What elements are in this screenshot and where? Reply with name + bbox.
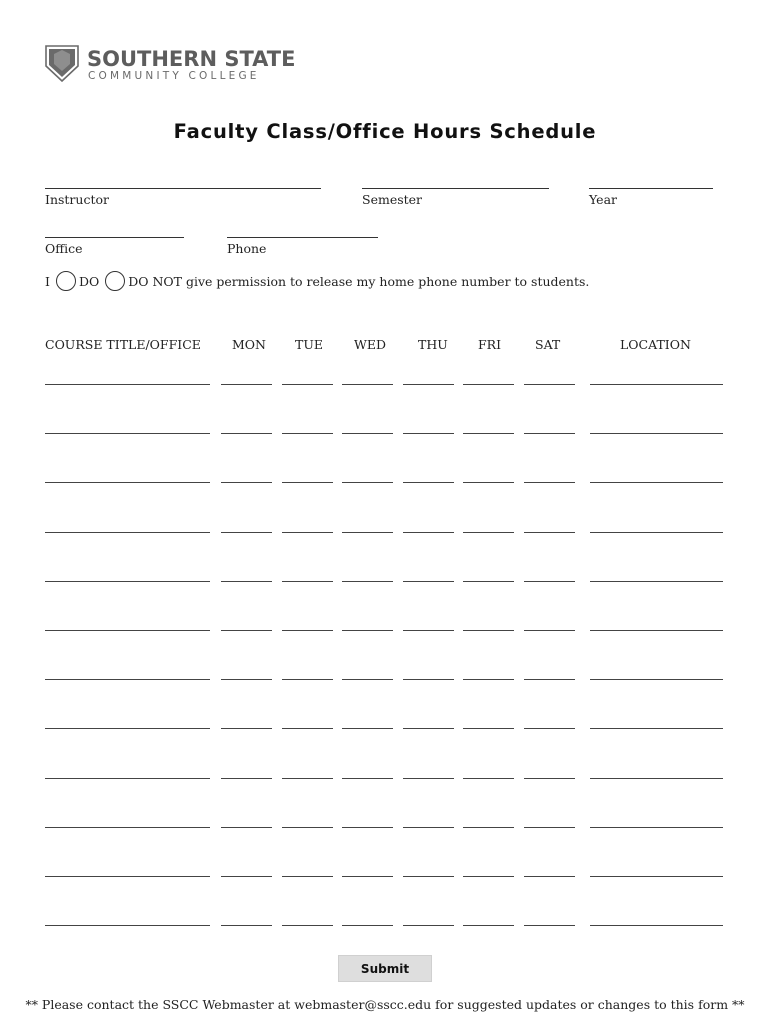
- schedule-row: [0, 384, 770, 394]
- tue-field[interactable]: [282, 778, 333, 779]
- wed-field[interactable]: [342, 925, 393, 926]
- semester-field[interactable]: [362, 188, 549, 189]
- fri-field[interactable]: [463, 433, 514, 434]
- schedule-row: [0, 532, 770, 542]
- logo-subtitle: COMMUNITY COLLEGE: [88, 70, 260, 82]
- tue-field[interactable]: [282, 581, 333, 582]
- mon-field[interactable]: [221, 728, 272, 729]
- sat-field[interactable]: [524, 482, 575, 483]
- thu-field[interactable]: [403, 433, 454, 434]
- tue-field[interactable]: [282, 482, 333, 483]
- schedule-row: [0, 433, 770, 443]
- mon-field[interactable]: [221, 482, 272, 483]
- schedule-row: [0, 581, 770, 591]
- location-field[interactable]: [590, 433, 723, 434]
- sat-field[interactable]: [524, 778, 575, 779]
- permission-prefix: I: [45, 273, 50, 289]
- college-logo: [45, 44, 296, 86]
- thu-field[interactable]: [403, 581, 454, 582]
- header-sat: SAT: [535, 337, 561, 352]
- schedule-row: [0, 925, 770, 935]
- tue-field[interactable]: [282, 630, 333, 631]
- location-field[interactable]: [590, 827, 723, 828]
- phone-field[interactable]: [227, 237, 378, 238]
- location-field[interactable]: [590, 532, 723, 533]
- schedule-row: [0, 630, 770, 640]
- course-title-field[interactable]: [45, 876, 210, 877]
- thu-field[interactable]: [403, 384, 454, 385]
- schedule-row: [0, 827, 770, 837]
- sat-field[interactable]: [524, 630, 575, 631]
- location-field[interactable]: [590, 581, 723, 582]
- instructor-field[interactable]: [45, 188, 321, 189]
- course-title-field[interactable]: [45, 532, 210, 533]
- schedule-row: [0, 778, 770, 788]
- course-title-field[interactable]: [45, 630, 210, 631]
- location-field[interactable]: [590, 384, 723, 385]
- fri-field[interactable]: [463, 827, 514, 828]
- permission-statement: [45, 268, 589, 294]
- course-title-field[interactable]: [45, 778, 210, 779]
- fri-field[interactable]: [463, 778, 514, 779]
- thu-field[interactable]: [403, 876, 454, 877]
- course-title-field[interactable]: [45, 827, 210, 828]
- schedule-row: [0, 482, 770, 492]
- wed-field[interactable]: [342, 876, 393, 877]
- tue-field[interactable]: [282, 728, 333, 729]
- wed-field[interactable]: [342, 679, 393, 680]
- sat-field[interactable]: [524, 876, 575, 877]
- fri-field[interactable]: [463, 925, 514, 926]
- tue-field[interactable]: [282, 433, 333, 434]
- fri-field[interactable]: [463, 876, 514, 877]
- sat-field[interactable]: [524, 827, 575, 828]
- fri-field[interactable]: [463, 581, 514, 582]
- header-tue: TUE: [295, 337, 323, 352]
- location-field[interactable]: [590, 876, 723, 877]
- shield-logo-icon: [45, 44, 79, 82]
- mon-field[interactable]: [221, 778, 272, 779]
- mon-field[interactable]: [221, 433, 272, 434]
- sat-field[interactable]: [524, 925, 575, 926]
- logo-name: SOUTHERN STATE: [87, 47, 296, 71]
- location-field[interactable]: [590, 630, 723, 631]
- tue-field[interactable]: [282, 532, 333, 533]
- course-title-field[interactable]: [45, 728, 210, 729]
- office-label: Office: [45, 241, 83, 256]
- course-title-field[interactable]: [45, 482, 210, 483]
- header-mon: MON: [232, 337, 266, 352]
- thu-field[interactable]: [403, 482, 454, 483]
- sat-field[interactable]: [524, 433, 575, 434]
- header-course-title: COURSE TITLE/OFFICE: [45, 337, 201, 352]
- thu-field[interactable]: [403, 728, 454, 729]
- do-label: DO: [78, 273, 100, 289]
- header-wed: WED: [354, 337, 386, 352]
- office-field[interactable]: [45, 237, 184, 238]
- wed-field[interactable]: [342, 630, 393, 631]
- sat-field[interactable]: [524, 384, 575, 385]
- submit-button[interactable]: Submit: [338, 955, 432, 982]
- tue-field[interactable]: [282, 876, 333, 877]
- mon-field[interactable]: [221, 679, 272, 680]
- year-label: Year: [589, 192, 617, 207]
- tue-field[interactable]: [282, 827, 333, 828]
- header-location: LOCATION: [620, 337, 691, 352]
- course-title-field[interactable]: [45, 925, 210, 926]
- thu-field[interactable]: [403, 925, 454, 926]
- tue-field[interactable]: [282, 384, 333, 385]
- wed-field[interactable]: [342, 384, 393, 385]
- wed-field[interactable]: [342, 581, 393, 582]
- mon-field[interactable]: [221, 384, 272, 385]
- fri-field[interactable]: [463, 728, 514, 729]
- wed-field[interactable]: [342, 778, 393, 779]
- sat-field[interactable]: [524, 728, 575, 729]
- location-field[interactable]: [590, 728, 723, 729]
- location-field[interactable]: [590, 778, 723, 779]
- mon-field[interactable]: [221, 827, 272, 828]
- mon-field[interactable]: [221, 876, 272, 877]
- thu-field[interactable]: [403, 827, 454, 828]
- mon-field[interactable]: [221, 630, 272, 631]
- wed-field[interactable]: [342, 482, 393, 483]
- thu-field[interactable]: [403, 679, 454, 680]
- sat-field[interactable]: [524, 581, 575, 582]
- header-thu: THU: [418, 337, 448, 352]
- fri-field[interactable]: [463, 482, 514, 483]
- thu-field[interactable]: [403, 532, 454, 533]
- fri-field[interactable]: [463, 384, 514, 385]
- course-title-field[interactable]: [45, 679, 210, 680]
- wed-field[interactable]: [342, 827, 393, 828]
- schedule-row: [0, 876, 770, 886]
- do-not-label: DO NOT give permission to release my home phone number to students.: [128, 273, 590, 289]
- do-not-radio[interactable]: [105, 271, 125, 291]
- do-radio[interactable]: [56, 271, 76, 291]
- tue-field[interactable]: [282, 925, 333, 926]
- sat-field[interactable]: [524, 679, 575, 680]
- mon-field[interactable]: [221, 532, 272, 533]
- location-field[interactable]: [590, 482, 723, 483]
- wed-field[interactable]: [342, 433, 393, 434]
- thu-field[interactable]: [403, 778, 454, 779]
- sat-field[interactable]: [524, 532, 575, 533]
- course-title-field[interactable]: [45, 433, 210, 434]
- schedule-row: [0, 679, 770, 689]
- course-title-field[interactable]: [45, 384, 210, 385]
- course-title-field[interactable]: [45, 581, 210, 582]
- mon-field[interactable]: [221, 581, 272, 582]
- wed-field[interactable]: [342, 532, 393, 533]
- fri-field[interactable]: [463, 630, 514, 631]
- semester-label: Semester: [362, 192, 423, 207]
- footer-note: ** Please contact the SSCC Webmaster at webmaster@sscc.edu for suggested updates or changes to this form **: [25, 997, 745, 1012]
- phone-label: Phone: [227, 241, 267, 256]
- fri-field[interactable]: [463, 679, 514, 680]
- fri-field[interactable]: [463, 532, 514, 533]
- location-field[interactable]: [590, 679, 723, 680]
- mon-field[interactable]: [221, 925, 272, 926]
- instructor-label: Instructor: [45, 192, 109, 207]
- location-field[interactable]: [590, 925, 723, 926]
- header-fri: FRI: [478, 337, 502, 352]
- page-title: Faculty Class/Office Hours Schedule: [173, 120, 597, 143]
- tue-field[interactable]: [282, 679, 333, 680]
- schedule-row: [0, 728, 770, 738]
- wed-field[interactable]: [342, 728, 393, 729]
- year-field[interactable]: [589, 188, 713, 189]
- thu-field[interactable]: [403, 630, 454, 631]
